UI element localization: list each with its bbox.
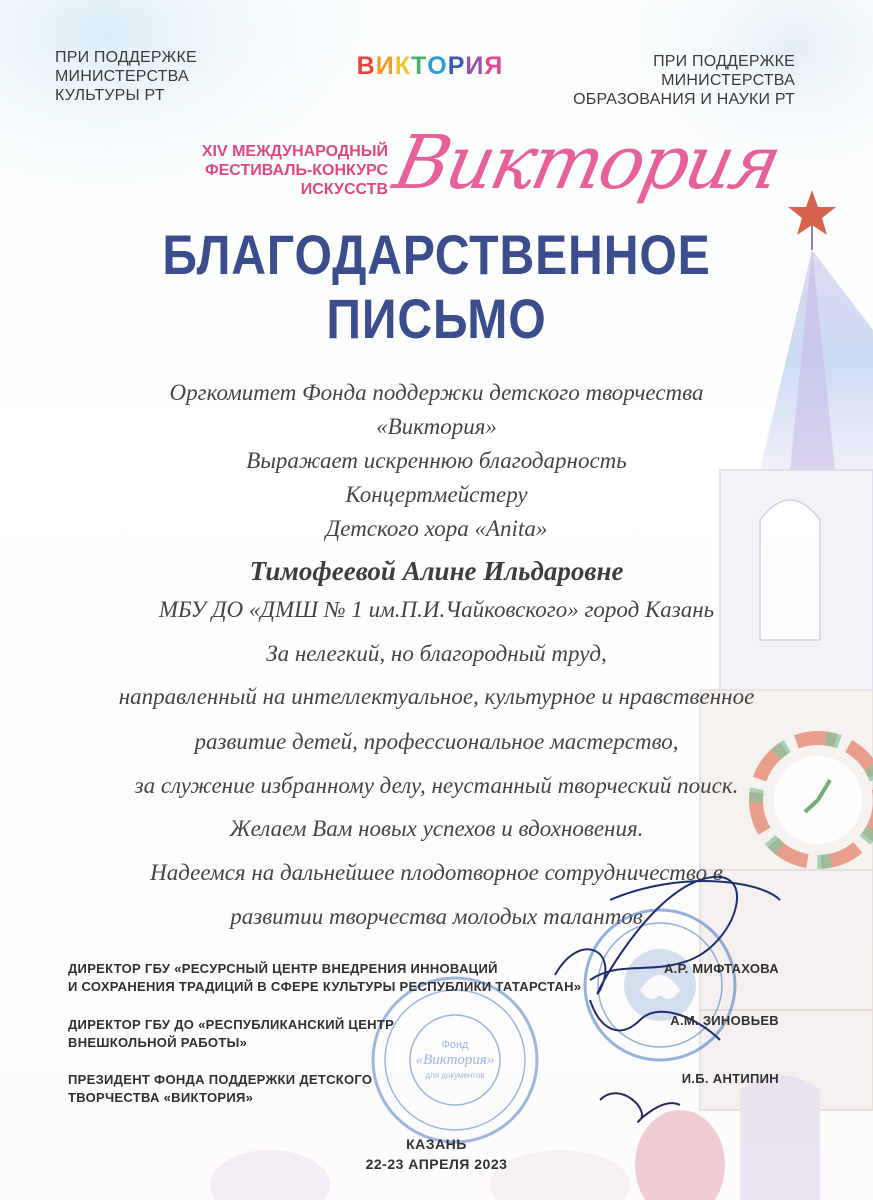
body-line: Концертмейстеру bbox=[345, 482, 528, 507]
body-line: направленный на интеллектуальное, культурное и нравственное bbox=[118, 684, 755, 709]
support-education-line: МИНИСТЕРСТВА bbox=[661, 72, 795, 89]
support-education-line: ОБРАЗОВАНИЯ И НАУКИ РТ bbox=[573, 91, 795, 108]
event-dates: 22-23 АПРЕЛЯ 2023 bbox=[365, 1156, 508, 1172]
body-line: МБУ ДО «ДМШ № 1 им.П.И.Чайковского» город Казань bbox=[158, 597, 715, 622]
signatory-title-line: ДИРЕКТОР ГБУ ДО «РЕСПУБЛИКАНСКИЙ ЦЕНТР bbox=[68, 1017, 395, 1032]
logo-letter: Р bbox=[447, 52, 466, 80]
festival-line: XIV МЕЖДУНАРОДНЫЙ bbox=[201, 143, 388, 160]
document-title: ПИСЬМО bbox=[326, 287, 547, 350]
body-line: Оргкомитет Фонда поддержки детского творчества bbox=[169, 380, 704, 405]
body-line: Надеемся на дальнейшее плодотворное сотрудничество в bbox=[150, 860, 723, 885]
svg-text:Фонд: Фонд bbox=[441, 1039, 469, 1051]
signatory-title-line: ТВОРЧЕСТВА «ВИКТОРИЯ» bbox=[68, 1090, 254, 1105]
body-line: за служение избранному делу, неустанный творческий поиск. bbox=[134, 773, 739, 798]
signatory-name: И.Б. АНТИПИН bbox=[681, 1071, 779, 1086]
body-line: За нелегкий, но благородный труд, bbox=[266, 641, 607, 666]
signatory-title-line: ПРЕЗИДЕНТ ФОНДА ПОДДЕРЖКИ ДЕТСКОГО bbox=[68, 1072, 373, 1087]
logo-letter: К bbox=[394, 52, 411, 80]
festival-script-name: Виктория bbox=[386, 120, 787, 206]
signatory-title bbox=[68, 1071, 372, 1107]
city-label: КАЗАНЬ bbox=[406, 1136, 467, 1152]
signatory-name: А.Р. МИФТАХОВА bbox=[663, 961, 779, 976]
svg-text:«Виктория»: «Виктория» bbox=[415, 1052, 495, 1068]
signatory-title-line: ВНЕШКОЛЬНОЙ РАБОТЫ» bbox=[68, 1035, 248, 1050]
support-culture-line: ПРИ ПОДДЕРЖКЕ bbox=[55, 49, 197, 66]
signatory-title-line: ДИРЕКТОР ГБУ «РЕСУРСНЫЙ ЦЕНТР ВНЕДРЕНИЯ ИННОВАЦИЙ bbox=[68, 961, 498, 976]
logo-letter: Т bbox=[410, 52, 428, 80]
body-line: Детского хора «Anita» bbox=[325, 516, 548, 541]
svg-text:для документов: для документов bbox=[425, 1071, 485, 1080]
signatory-name: А.М. ЗИНОВЬЕВ bbox=[670, 1013, 779, 1028]
festival-line: ФЕСТИВАЛЬ-КОНКУРС bbox=[204, 162, 388, 179]
signatory-title-line: И СОХРАНЕНИЯ ТРАДИЦИЙ В СФЕРЕ КУЛЬТУРЫ РЕСПУБЛИКИ ТАТАРСТАН» bbox=[68, 979, 582, 994]
round-stamp-icon bbox=[373, 978, 537, 1142]
signatory-title bbox=[68, 1016, 394, 1052]
body-line: Выражает искреннюю благодарность bbox=[246, 448, 627, 473]
support-education-line: ПРИ ПОДДЕРЖКЕ bbox=[653, 53, 795, 70]
body-line: Желаем Вам новых успехов и вдохновения. bbox=[229, 816, 644, 841]
handwritten-signature bbox=[600, 1093, 680, 1122]
recipient-name: Тимофеевой Алине Ильдаровне bbox=[249, 556, 624, 586]
body-line: развитии творчества молодых талантов bbox=[230, 904, 643, 929]
logo-letter: Я bbox=[484, 52, 504, 80]
logo-letter: В bbox=[356, 52, 376, 80]
logo-letter: И bbox=[465, 52, 485, 80]
document-title: БЛАГОДАРСТВЕННОЕ bbox=[162, 223, 711, 286]
festival-line: ИСКУССТВ bbox=[300, 181, 388, 198]
logo-letter: О bbox=[427, 52, 448, 80]
tatarstan-stamp-icon bbox=[585, 910, 735, 1060]
logo-letter: И bbox=[375, 52, 395, 80]
signatory-title bbox=[68, 960, 581, 996]
body-line: «Виктория» bbox=[376, 414, 497, 439]
support-culture-line: КУЛЬТУРЫ РТ bbox=[55, 87, 165, 104]
body-line: развитие детей, профессиональное мастерство, bbox=[194, 729, 679, 754]
support-culture-line: МИНИСТЕРСТВА bbox=[55, 68, 189, 85]
